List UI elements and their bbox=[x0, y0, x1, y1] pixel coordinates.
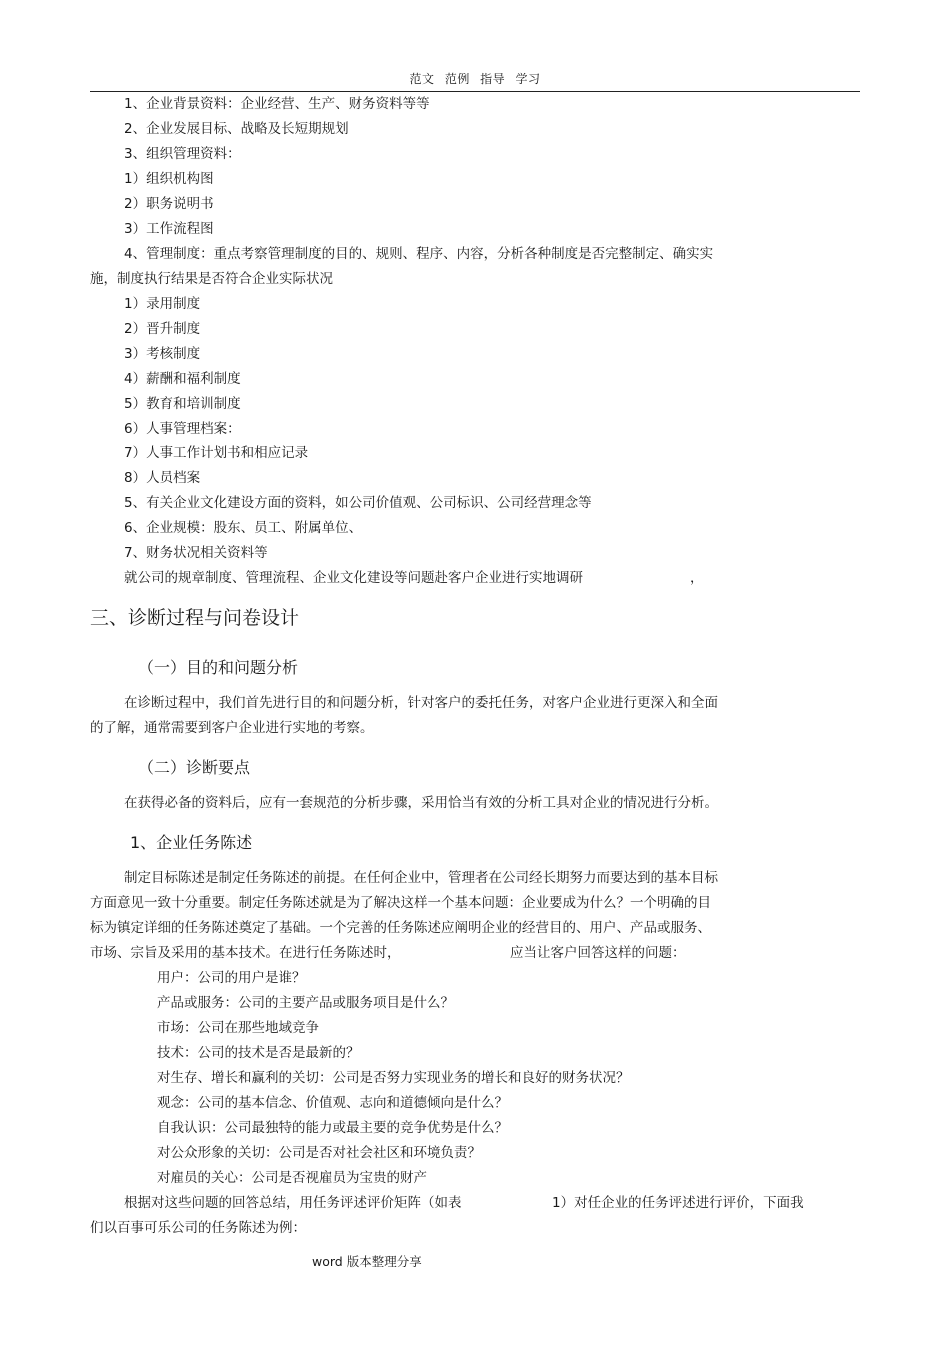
header-item: 指导 bbox=[480, 72, 506, 86]
paragraph-line: 标为镇定详细的任务陈述奠定了基础。一个完善的任务陈述应阐明企业的经营目的、用户、产品或服务、 bbox=[90, 920, 711, 936]
list-item: 1）录用制度 bbox=[124, 296, 201, 312]
list-item: 1、企业背景资料：企业经营、生产、财务资料等等 bbox=[124, 96, 430, 112]
question-item: 对公众形象的关切：公司是否对社会社区和环境负责？ bbox=[157, 1145, 481, 1161]
question-item: 对雇员的关心：公司是否视雇员为宝贵的财产 bbox=[157, 1170, 427, 1186]
question-item: 市场：公司在那些地域竞争 bbox=[157, 1020, 319, 1036]
page-header bbox=[0, 70, 950, 87]
list-item: 2）职务说明书 bbox=[124, 196, 214, 212]
paragraph-line: 方面意见一致十分重要。制定任务陈述就是为了解决这样一个基本问题：企业要成为什么？一个明确的目 bbox=[90, 895, 711, 911]
paragraph-line: 根据对这些问题的回答总结，用任务评述评价矩阵（如表 bbox=[124, 1195, 462, 1211]
subsection-heading: （二）诊断要点 bbox=[138, 758, 251, 777]
header-item: 学习 bbox=[515, 72, 541, 86]
list-item: 3）工作流程图 bbox=[124, 221, 214, 237]
question-item: 用户：公司的用户是谁？ bbox=[157, 970, 306, 986]
paragraph-line: ， bbox=[690, 570, 704, 586]
question-item: 自我认识：公司最独特的能力或最主要的竞争优势是什么？ bbox=[157, 1120, 508, 1136]
question-item: 观念：公司的基本信念、价值观、志向和道德倾向是什么？ bbox=[157, 1095, 508, 1111]
paragraph-line: 的了解，通常需要到客户企业进行实地的考察。 bbox=[90, 720, 374, 736]
paragraph-line: 就公司的规章制度、管理流程、企业文化建设等问题赴客户企业进行实地调研 bbox=[124, 570, 583, 586]
list-item: 7、财务状况相关资料等 bbox=[124, 545, 268, 561]
list-item: 7）人事工作计划书和相应记录 bbox=[124, 445, 309, 461]
list-item: 4）薪酬和福利制度 bbox=[124, 371, 241, 387]
list-item: 6）人事管理档案： bbox=[124, 421, 241, 437]
list-item: 4、管理制度：重点考察管理制度的目的、规则、程序、内容，分析各种制度是否完整制定、确实实 bbox=[124, 246, 714, 262]
list-item: 3、组织管理资料： bbox=[124, 146, 241, 162]
list-item: 5、有关企业文化建设方面的资料，如公司价值观、公司标识、公司经营理念等 bbox=[124, 495, 592, 511]
subsection-heading: （一）目的和问题分析 bbox=[138, 658, 299, 677]
list-item: 2、企业发展目标、战略及长短期规划 bbox=[124, 121, 349, 137]
list-item: 6、企业规模：股东、员工、附属单位、 bbox=[124, 520, 363, 536]
list-item: 3）考核制度 bbox=[124, 346, 201, 362]
subsection-heading: 1、企业任务陈述 bbox=[130, 833, 253, 852]
paragraph-line: 在诊断过程中，我们首先进行目的和问题分析，针对客户的委托任务，对客户企业进行更深入和全面 bbox=[124, 695, 718, 711]
paragraph-line: 在获得必备的资料后，应有一套规范的分析步骤，采用恰当有效的分析工具对企业的情况进行分析。 bbox=[124, 795, 718, 811]
list-item: 1）组织机构图 bbox=[124, 171, 214, 187]
page-footer: word 版本整理分享 bbox=[312, 1254, 422, 1269]
question-item: 技术：公司的技术是否是最新的？ bbox=[157, 1045, 360, 1061]
section-heading: 三、诊断过程与问卷设计 bbox=[90, 607, 300, 629]
list-item: 2）晋升制度 bbox=[124, 321, 201, 337]
list-item: 8）人员档案 bbox=[124, 470, 201, 486]
paragraph-line: 制定目标陈述是制定任务陈述的前提。在任何企业中，管理者在公司经长期努力而要达到的基本目标 bbox=[124, 870, 718, 886]
question-item: 产品或服务：公司的主要产品或服务项目是什么？ bbox=[157, 995, 454, 1011]
header-item: 范例 bbox=[444, 72, 470, 86]
list-item: 5）教育和培训制度 bbox=[124, 396, 241, 412]
paragraph-line: 市场、宗旨及采用的基本技术。在进行任务陈述时， bbox=[90, 945, 401, 961]
header-rule bbox=[90, 91, 860, 92]
paragraph-line: 们以百事可乐公司的任务陈述为例： bbox=[90, 1220, 306, 1236]
paragraph-line: 应当让客户回答这样的问题： bbox=[510, 945, 686, 961]
question-item: 对生存、增长和赢利的关切：公司是否努力实现业务的增长和良好的财务状况？ bbox=[157, 1070, 630, 1086]
paragraph-line: 施，制度执行结果是否符合企业实际状况 bbox=[90, 271, 333, 287]
header-item: 范文 bbox=[409, 72, 435, 86]
paragraph-line: 1）对任企业的任务评述进行评价，下面我 bbox=[552, 1195, 804, 1211]
